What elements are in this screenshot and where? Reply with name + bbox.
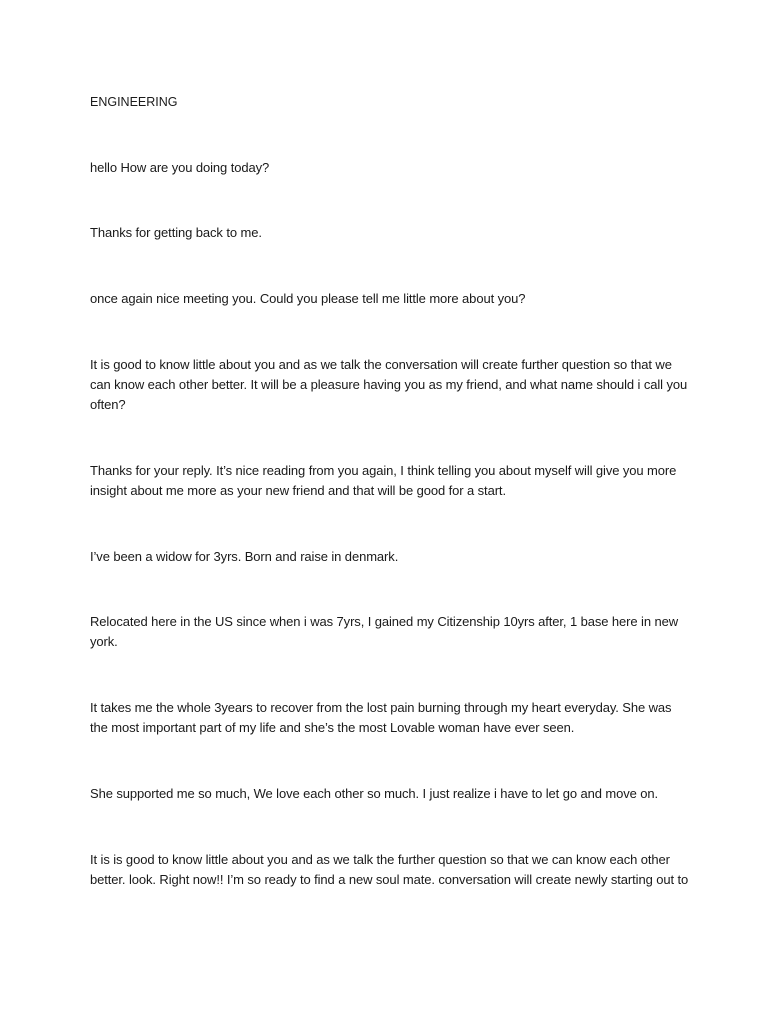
document-heading: ENGINEERING: [90, 95, 178, 109]
paragraph-thanks: Thanks for getting back to me.: [90, 225, 262, 240]
paragraph-greeting: hello How are you doing today?: [90, 160, 270, 175]
paragraph-nice-meeting: once again nice meeting you. Could you please tell me little more about you?: [90, 291, 526, 306]
paragraph-soul-mate: It is is good to know little about you and as we talk the further question so that we can know each other better. look. Right now!! I’m so ready to find a new soul mate. conversation will create newly starting out to: [90, 852, 689, 887]
paragraph-relocated: Relocated here in the US since when i was 7yrs, I gained my Citizenship 10yrs after, 1 base here in new york.: [90, 614, 679, 649]
paragraph-widow: I’ve been a widow for 3yrs. Born and raise in denmark.: [90, 549, 399, 564]
paragraph-know-each-other: It is good to know little about you and as we talk the conversation will create further question so that we can know each other better. It will be a pleasure having you as my friend, and what name should i call you often?: [90, 357, 688, 412]
paragraph-recover: It takes me the whole 3years to recover from the lost pain burning through my heart everyday. She was the most important part of my life and she’s the most Lovable woman have ever seen.: [90, 700, 672, 735]
paragraph-supported: She supported me so much, We love each other so much. I just realize i have to let go and move on.: [90, 786, 659, 801]
paragraph-reply: Thanks for your reply. It’s nice reading from you again, I think telling you about myself will give you more insight about me more as your new friend and that will be good for a start.: [90, 463, 677, 498]
